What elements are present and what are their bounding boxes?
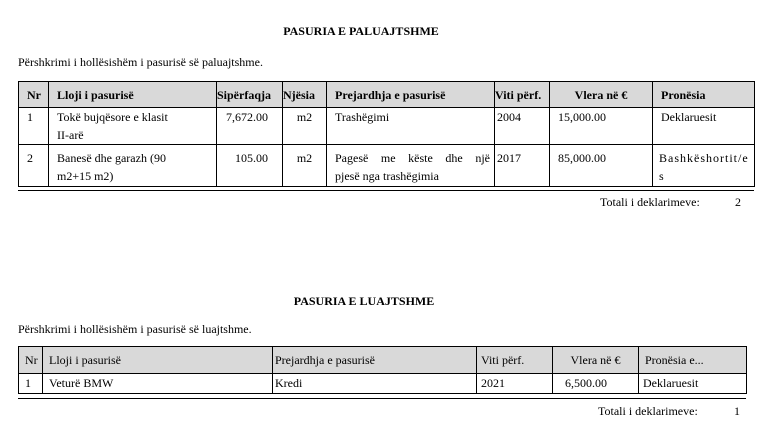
- row-area: 105.00: [217, 145, 283, 187]
- immovable-total-label: Totali i deklarimeve:: [600, 195, 700, 209]
- movable-total-label: Totali i deklarimeve:: [598, 404, 698, 418]
- col-header-owner: Pronësia e...: [639, 347, 747, 374]
- col-header-origin: Prejardhja e pasurisë: [273, 347, 477, 374]
- col-header-area: Sipërfaqja: [217, 82, 283, 108]
- table-row: [19, 145, 755, 187]
- col-header-type: Lloji i pasurisë: [49, 82, 217, 108]
- row-nr: 1: [19, 374, 43, 394]
- immovable-total-value: 2: [735, 195, 741, 209]
- row-origin: Kredi: [273, 374, 477, 394]
- col-header-value: Vlera në €: [553, 347, 639, 374]
- row-type-line2: m2+15 m2): [57, 169, 114, 183]
- table-row: [19, 374, 747, 394]
- movable-description: Përshkrimi i hollësishëm i pasurisë së luajtshme.: [18, 322, 252, 336]
- row-origin: [327, 145, 495, 187]
- immovable-title: PASURIA E PALUAJTSHME: [283, 24, 439, 38]
- row-year: 2004: [495, 108, 550, 145]
- row-origin-line2: pjesë nga trashëgimia: [335, 169, 439, 183]
- row-value: 6,500.00: [553, 374, 639, 394]
- row-type-line2: II-arë: [57, 128, 84, 142]
- table-bottom-rule: [18, 190, 754, 191]
- row-type-line1: Tokë bujqësore e klasit: [57, 110, 168, 124]
- row-type-line1: Banesë dhe garazh (90: [57, 151, 166, 165]
- row-owner-line1: Deklaruesit: [661, 110, 717, 124]
- row-year: 2017: [495, 145, 550, 187]
- movable-title: PASURIA E LUAJTSHME: [293, 294, 435, 308]
- movable-table: [18, 346, 747, 394]
- col-header-origin: Prejardhja e pasurisë: [327, 82, 495, 108]
- col-header-owner: Pronësia: [653, 82, 755, 108]
- row-area: 7,672.00: [217, 108, 283, 145]
- row-unit: m2: [283, 108, 327, 145]
- row-nr: 2: [19, 145, 49, 187]
- row-type: [49, 108, 217, 145]
- col-header-nr: Nr: [19, 347, 43, 374]
- col-header-unit: Njësia: [283, 82, 327, 108]
- movable-total-value: 1: [734, 404, 740, 418]
- row-type: [49, 145, 217, 187]
- row-year: 2021: [477, 374, 553, 394]
- row-owner-line1: Bashkëshortit/e: [659, 151, 749, 165]
- col-header-nr: Nr: [19, 82, 49, 108]
- col-header-year: Viti përf.: [495, 82, 550, 108]
- col-header-value: Vlera në €: [550, 82, 653, 108]
- row-value: 15,000.00: [550, 108, 653, 145]
- col-header-type: Lloji i pasurisë: [43, 347, 273, 374]
- row-origin-line1: Trashëgimi: [335, 110, 390, 124]
- row-owner-line2: s: [659, 169, 665, 183]
- immovable-header-row: [19, 82, 755, 108]
- immovable-description: Përshkrimi i hollësishëm i pasurisë së paluajtshme.: [18, 55, 263, 69]
- table-row: [19, 108, 755, 145]
- table-bottom-rule: [18, 398, 746, 399]
- row-owner: Deklaruesit: [639, 374, 747, 394]
- immovable-table: [18, 81, 755, 187]
- row-owner: [653, 108, 755, 145]
- row-unit: m2: [283, 145, 327, 187]
- row-origin: [327, 108, 495, 145]
- row-origin-line1: Pagesë me këste dhe një: [335, 151, 490, 165]
- row-type: Veturë BMW: [43, 374, 273, 394]
- row-owner: [653, 145, 755, 187]
- row-nr: 1: [19, 108, 49, 145]
- row-value: 85,000.00: [550, 145, 653, 187]
- movable-header-row: [19, 347, 747, 374]
- col-header-year: Viti përf.: [477, 347, 553, 374]
